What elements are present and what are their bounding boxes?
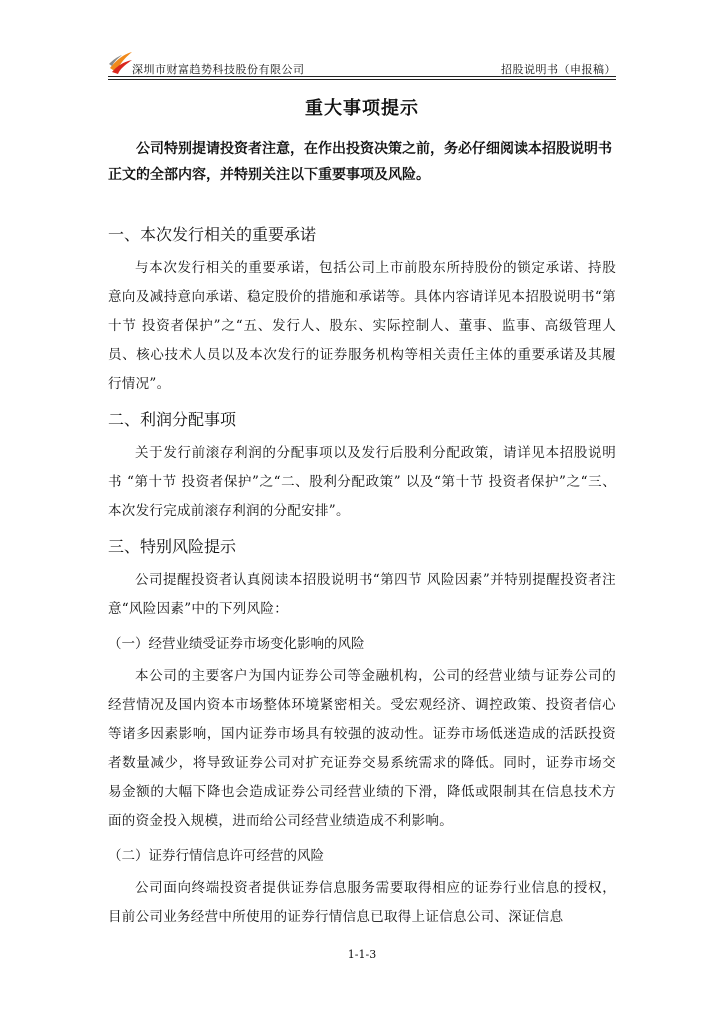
subsection-paragraph-market-risk: 本公司的主要客户为国内证券公司等金融机构，公司的经营业绩与证券公司的经营情况及国内资本市场整体环境紧密相关。受宏观经济、调控政策、投资者信心等诸多因素影响，国内证券市场具有较强的波动性。证券市场低迷造成的活跃投资者数量减少，将导致证券公司对扩充证券交易系统需求的降低。同时，证券市场交易金额的大幅下降也会造成证券公司经营业绩的下滑，降低或限制其在信息技术方面的资金投入规模，进而给公司经营业绩造成不利影响。 [108, 668, 616, 829]
section-heading-risk: 三、特别风险提示 [108, 537, 237, 556]
page-header [108, 48, 616, 78]
subsection-paragraph-license-risk: 公司面向终端投资者提供证券信息服务需要取得相应的证券行业信息的授权，目前公司业务经营中所使用的证券行情信息已取得上证信息公司、深证信息 [108, 880, 616, 925]
header-rule-thick [108, 76, 616, 77]
section-paragraph-profit-distribution: 关于发行前滚存利润的分配事项以及发行后股利分配政策，请详见本招股说明书 “第十节 投资者保护”之“二、股利分配政策” 以及“第十节 投资者保护”之“三、本次发行完成前滚存利润的分配安排”。 [108, 445, 616, 519]
company-name: 深圳市财富趋势科技股份有限公司 [132, 63, 305, 76]
section-paragraph-risk: 公司提醒投资者认真阅读本招股说明书“第四节 风险因素”并特别提醒投资者注意“风险因素”中的下列风险： [108, 572, 616, 617]
subsection-heading-market-risk: （一）经营业绩受证券市场变化影响的风险 [108, 636, 365, 652]
page-content [108, 94, 616, 940]
section-heading-commitments: 一、本次发行相关的重要承诺 [108, 225, 317, 244]
section-heading-profit-distribution: 二、利润分配事项 [108, 410, 237, 429]
header-rule-thin [108, 79, 616, 80]
section-paragraph-commitments: 与本次发行相关的重要承诺，包括公司上市前股东所持股份的锁定承诺、持股意向及减持意向承诺、稳定股价的措施和承诺等。具体内容请详见本招股说明书“第十节 投资者保护”之“五、发行人、股东、实际控制人、董事、监事、高级管理人员、核心技术人员以及本次发行的证券服务机构等相关责任主体的重要承诺及其履行情况”。 [108, 260, 616, 392]
document-type: 招股说明书（申报稿） [501, 63, 616, 76]
page-number: 1-1-3 [347, 948, 377, 961]
company-logo-icon [108, 48, 134, 74]
subsection-heading-license-risk: （二）证券行情信息许可经营的风险 [108, 848, 324, 864]
notice-paragraph: 公司特别提请投资者注意，在作出投资决策之前，务必仔细阅读本招股说明书正文的全部内容，并特别关注以下重要事项及风险。 [108, 141, 612, 183]
page-title: 重大事项提示 [305, 98, 419, 119]
